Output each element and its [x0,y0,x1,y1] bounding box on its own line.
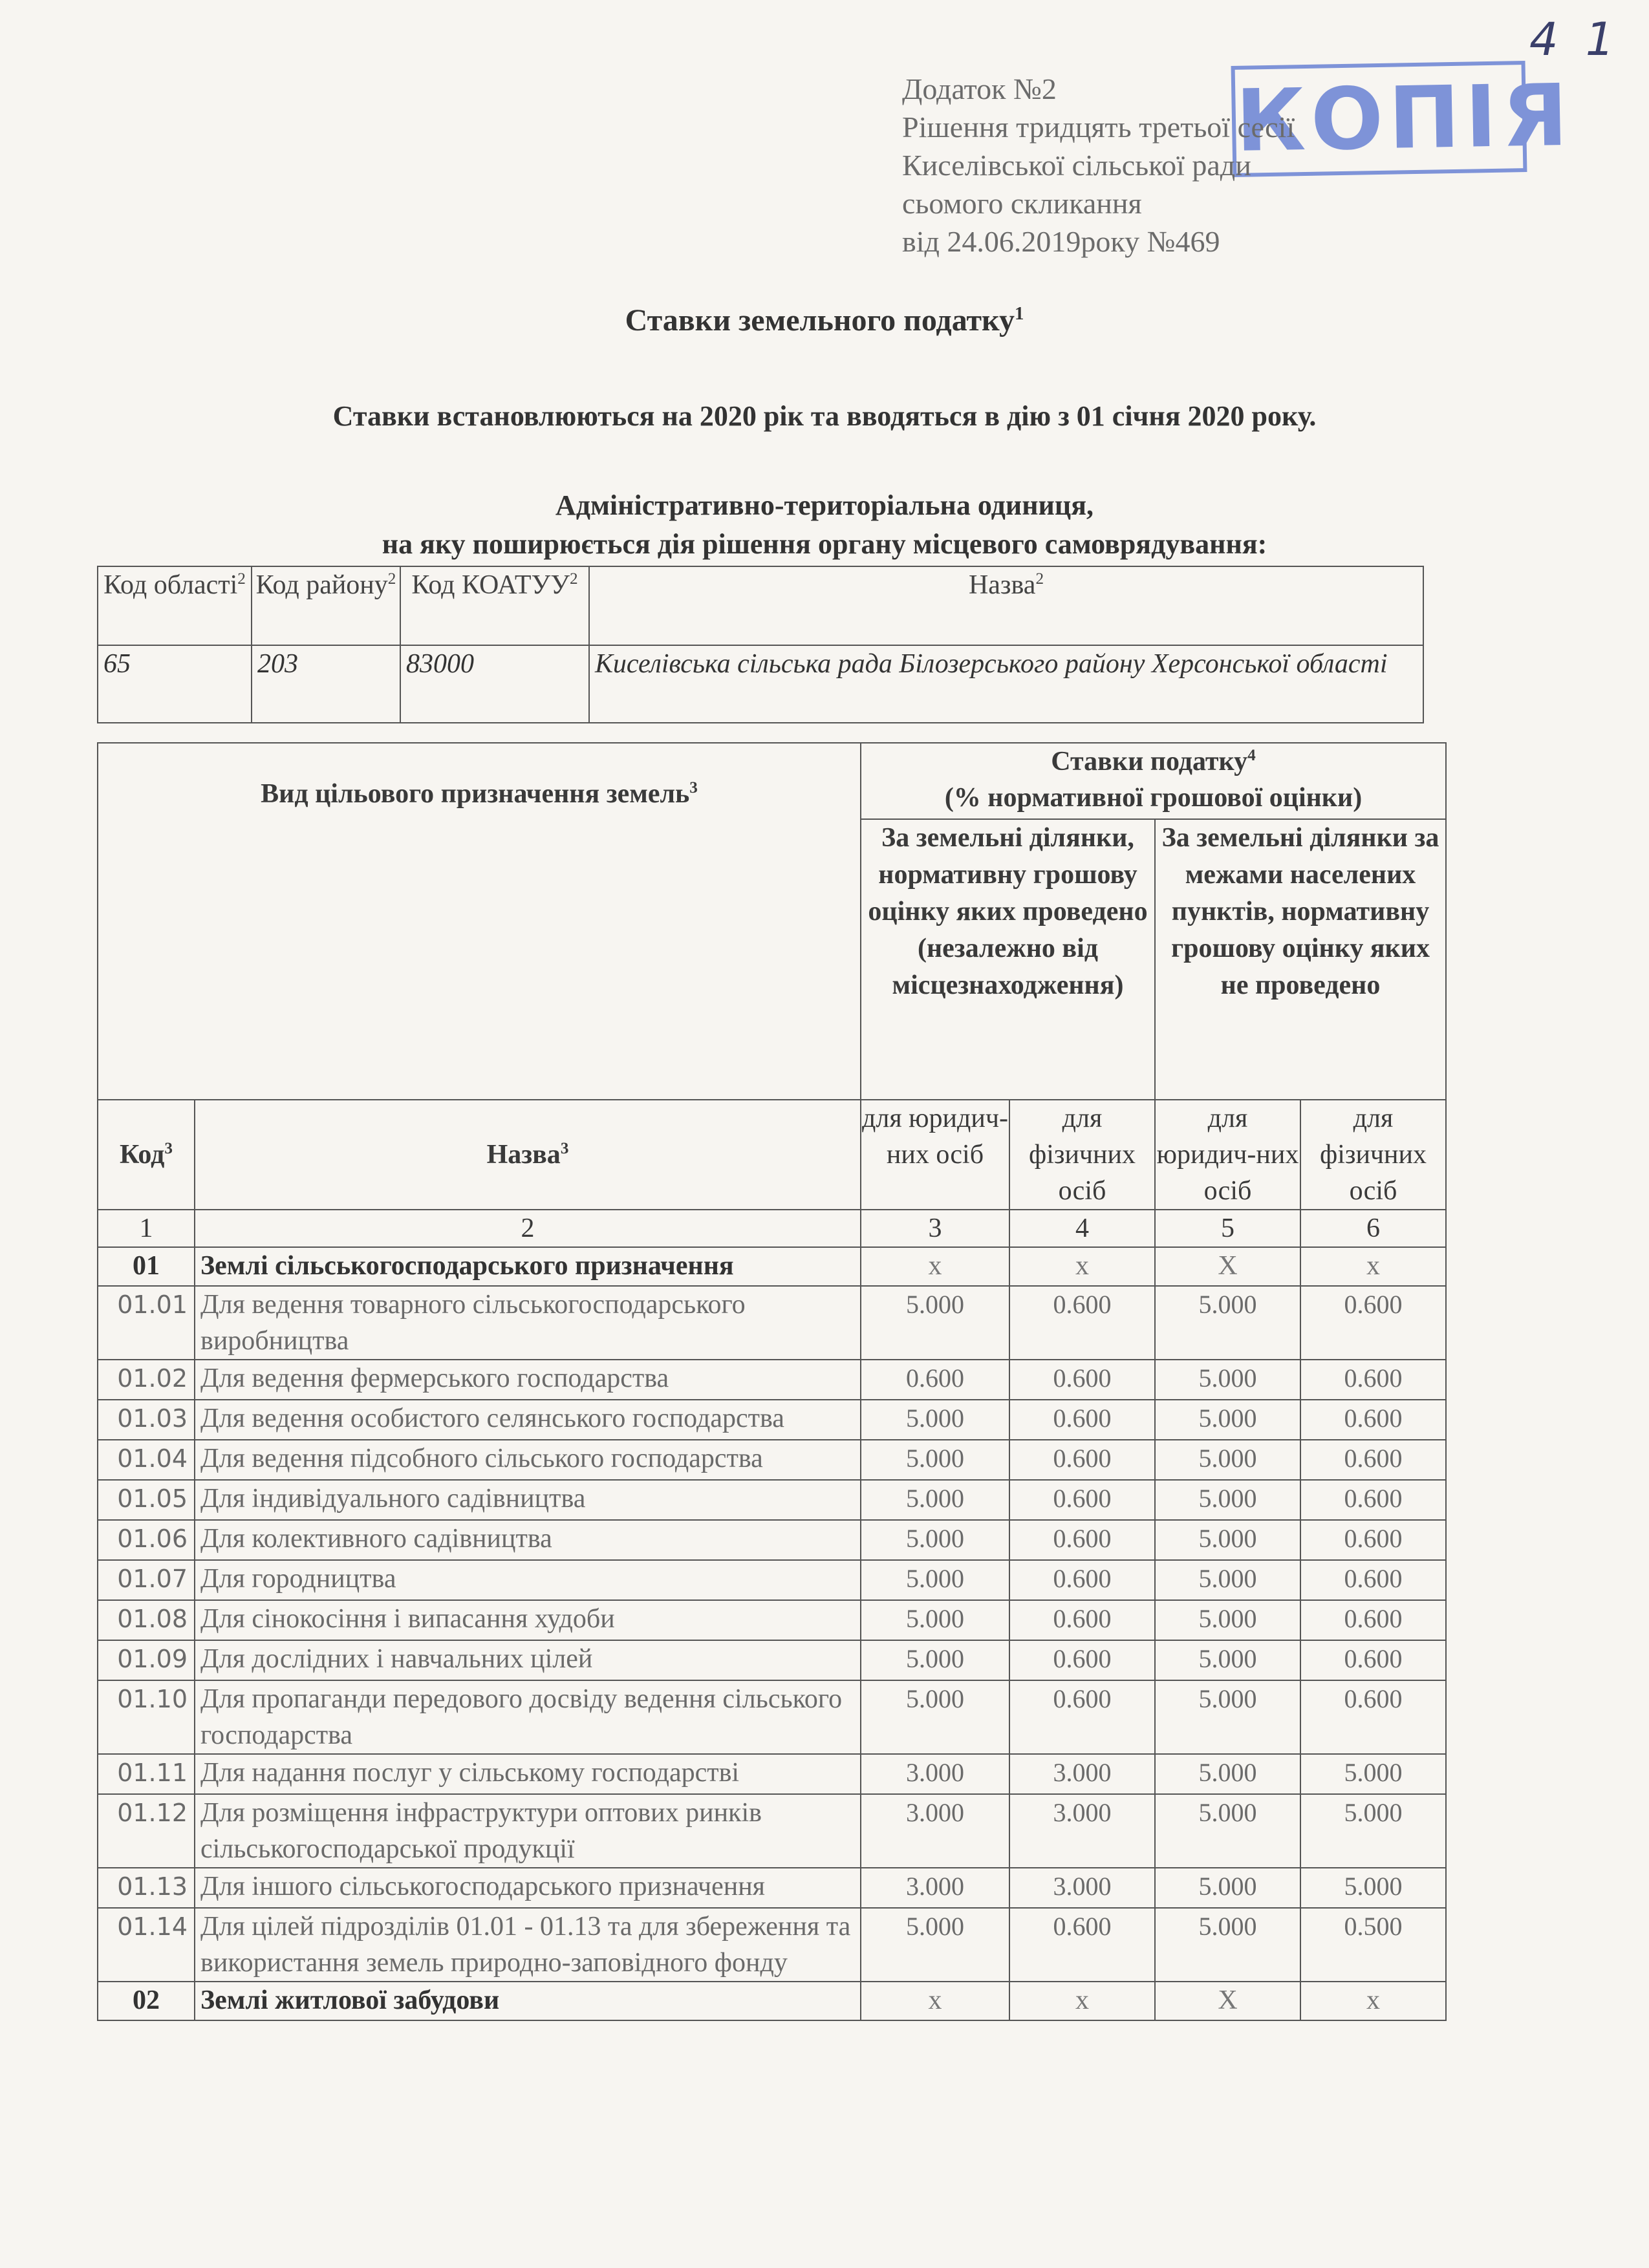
rate-value: 3.000 [1009,1754,1155,1794]
row-code: 01.09 [98,1640,195,1680]
column-numbers-row [98,1210,1446,1247]
column-number: 3 [861,1210,1009,1247]
rate-rows [98,1247,1446,2020]
table-row [98,1794,1446,1868]
row-name: Для індивідуального садівництва [195,1480,861,1520]
rate-value: x [1009,1982,1155,2020]
row-code: 01.01 [98,1286,195,1360]
rate-value: X [1155,1982,1300,2020]
rate-value: 0.600 [1300,1360,1446,1400]
unit-heading-line2: на яку поширюється дія рішення органу місцевого самоврядування: [382,528,1267,560]
table-row [98,1908,1446,1982]
row-code: 01.12 [98,1794,195,1868]
rate-value: x [1300,1982,1446,2020]
rate-value: 5.000 [1155,1868,1300,1908]
row-name: Для розміщення інфраструктури оптових ринків сільськогосподарської продукції [195,1794,861,1868]
column-number: 4 [1009,1210,1155,1247]
rate-value: 5.000 [1155,1794,1300,1868]
row-name: Для колективного садівництва [195,1520,861,1560]
unit-table-row [98,645,1423,723]
code-header: Код$^3$ [98,1100,195,1210]
row-name: Для ведення підсобного сільського господарства [195,1440,861,1480]
row-name: Для ведення особистого селянського господарства [195,1400,861,1440]
addendum-line: сьомого скликання [902,187,1142,220]
rate-value: 5.000 [1155,1560,1300,1600]
rate-value: 5.000 [1300,1754,1446,1794]
section-row [98,1982,1446,2020]
rate-value: 5.000 [1155,1360,1300,1400]
row-name: Для дослідних і навчальних цілей [195,1640,861,1680]
row-code: 01.06 [98,1520,195,1560]
row-code: 01.05 [98,1480,195,1520]
purpose-header: Вид цільового призначення земель$^3$ [98,743,861,1100]
rate-value: 0.600 [1009,1680,1155,1754]
rate-value: 5.000 [861,1400,1009,1440]
rates-header-row-1 [98,743,1446,819]
rate-value: 0.600 [1009,1520,1155,1560]
rate-value: 3.000 [861,1868,1009,1908]
rates-header-row-3 [98,1100,1446,1210]
rate-value: 5.000 [861,1440,1009,1480]
row-code: 02 [98,1982,195,2020]
document-subtitle: Ставки встановлюються на 2020 рік та вводяться в дію з 01 січня 2020 року. [332,400,1317,432]
rate-value: 0.600 [1300,1680,1446,1754]
unit-table-header [98,566,1423,645]
rate-value: 3.000 [1009,1794,1155,1868]
rates-header: Ставки податку$^4$ (% нормативної грошової оцінки) [861,743,1446,819]
rate-value: 0.600 [1300,1640,1446,1680]
row-name: Для пропаганди передового досвіду ведення сільського господарства [195,1680,861,1754]
column-number: 2 [195,1210,861,1247]
rate-value: 0.500 [1300,1908,1446,1982]
rate-value: 0.600 [1300,1480,1446,1520]
column-number: 5 [1155,1210,1300,1247]
rate-value: 0.600 [1009,1600,1155,1640]
rate-value: 0.600 [1300,1286,1446,1360]
rate-value: 0.600 [1009,1400,1155,1440]
rate-value: 5.000 [861,1680,1009,1754]
addendum-block [902,70,1368,261]
row-name: Для городництва [195,1560,861,1600]
rate-value: 5.000 [1155,1908,1300,1982]
row-code: 01 [98,1247,195,1286]
rate-value: 0.600 [1300,1400,1446,1440]
row-code: 01.07 [98,1560,195,1600]
rate-value: 0.600 [1009,1908,1155,1982]
handwritten-page-number: 4 1 [1529,13,1621,66]
rate-value: 3.000 [861,1794,1009,1868]
rate-value: 5.000 [861,1520,1009,1560]
row-code: 01.11 [98,1754,195,1794]
assessed-header: За земельні ділянки, нормативну грошову оцінку яких проведено (незалежно від місцезнаходження) [861,819,1155,1100]
rate-value: 5.000 [1155,1680,1300,1754]
copy-stamp: КОПІЯ [1231,61,1527,177]
unit-table [97,566,1424,723]
rate-value: 0.600 [1009,1440,1155,1480]
row-code: 01.03 [98,1400,195,1440]
unit-heading-line1: Адміністративно-територіальна одиниця, [555,489,1094,521]
table-row [98,1640,1446,1680]
table-row [98,1360,1446,1400]
rate-value: 0.600 [1300,1560,1446,1600]
row-name: Для надання послуг у сільському господарстві [195,1754,861,1794]
rate-value: 0.600 [1300,1600,1446,1640]
rate-value: 5.000 [1155,1520,1300,1560]
row-code: 01.14 [98,1908,195,1982]
rate-value: 5.000 [861,1600,1009,1640]
table-row [98,1868,1446,1908]
rates-table [97,742,1447,2021]
row-code: 01.13 [98,1868,195,1908]
rate-value: X [1155,1247,1300,1286]
rate-value: 5.000 [1300,1794,1446,1868]
table-row [98,1440,1446,1480]
title-text: Ставки земельного податку [625,303,1015,337]
rate-value: 5.000 [1155,1440,1300,1480]
row-name: Землі сільськогосподарського призначення [195,1247,861,1286]
rate-value: x [1300,1247,1446,1286]
rate-value: 5.000 [1155,1754,1300,1794]
row-name: Для цілей підрозділів 01.01 - 01.13 та для збереження та використання земель природно-заповідного фонду [195,1908,861,1982]
rate-value: 5.000 [1155,1640,1300,1680]
header-region-code: Код області$^2$ [98,566,252,645]
rate-value: 0.600 [1009,1480,1155,1520]
rate-value: 0.600 [1300,1440,1446,1480]
rate-value: 5.000 [861,1286,1009,1360]
rate-value: 5.000 [861,1640,1009,1680]
rates-header-unit: (% нормативної грошової оцінки) [944,783,1363,813]
not-assessed-header: За земельні ділянки за межами населених пунктів, нормативну грошову оцінку яких не проведено [1155,819,1446,1100]
legal-entities-header: для юридич-них осіб [861,1100,1009,1210]
table-row [98,1600,1446,1640]
rate-value: 5.000 [861,1560,1009,1600]
rate-value: 3.000 [1009,1868,1155,1908]
rate-value: 5.000 [1300,1868,1446,1908]
rate-value: 0.600 [1009,1286,1155,1360]
table-row [98,1680,1446,1754]
section-row [98,1247,1446,1286]
district-code: 203 [252,645,400,723]
rate-value: 0.600 [1009,1640,1155,1680]
title-footnote: 1 [1015,303,1024,324]
table-row [98,1520,1446,1560]
rate-value: x [861,1247,1009,1286]
unit-name: Киселівська сільська рада Білозерського району Херсонської області [589,645,1423,723]
row-name: Для сінокосіння і випасання худоби [195,1600,861,1640]
column-number: 6 [1300,1210,1446,1247]
document-title [0,303,1649,338]
rate-value: 5.000 [1155,1286,1300,1360]
rate-value: 0.600 [1009,1360,1155,1400]
row-code: 01.04 [98,1440,195,1480]
table-row [98,1286,1446,1360]
header-koatuu-code: Код КОАТУУ$^2$ [400,566,589,645]
addendum-line: Рішення тридцять третьої сесії [902,111,1295,144]
individuals-header: для фізичних осіб [1009,1100,1155,1210]
row-code: 01.10 [98,1680,195,1754]
region-code: 65 [98,645,252,723]
rate-value: 3.000 [861,1754,1009,1794]
rate-value: x [1009,1247,1155,1286]
table-row [98,1754,1446,1794]
rate-value: 5.000 [1155,1480,1300,1520]
rate-value: 0.600 [1300,1520,1446,1560]
addendum-line: Додаток №2 [902,72,1057,105]
legal-entities-header: для юридич-них осіб [1155,1100,1300,1210]
individuals-header: для фізичних осіб [1300,1100,1446,1210]
header-unit-name: Назва$^2$ [589,566,1423,645]
rate-value: 5.000 [1155,1600,1300,1640]
row-name: Для ведення товарного сільськогосподарського виробництва [195,1286,861,1360]
row-code: 01.08 [98,1600,195,1640]
table-row [98,1480,1446,1520]
column-number: 1 [98,1210,195,1247]
rate-value: x [861,1982,1009,2020]
addendum-line: Киселівської сільської ради [902,149,1251,182]
row-code: 01.02 [98,1360,195,1400]
rate-value: 5.000 [861,1908,1009,1982]
row-name: Для ведення фермерського господарства [195,1360,861,1400]
rate-value: 0.600 [1009,1560,1155,1600]
row-name: Для іншого сільськогосподарського призначення [195,1868,861,1908]
rate-value: 5.000 [861,1480,1009,1520]
koatuu-code: 83000 [400,645,589,723]
addendum-line: від 24.06.2019року №469 [902,225,1220,258]
row-name: Землі житлової забудови [195,1982,861,2020]
name-header: Назва$^3$ [195,1100,861,1210]
table-row [98,1560,1446,1600]
rate-value: 5.000 [1155,1400,1300,1440]
header-district-code: Код району$^2$ [252,566,400,645]
table-row [98,1400,1446,1440]
rate-value: 0.600 [861,1360,1009,1400]
